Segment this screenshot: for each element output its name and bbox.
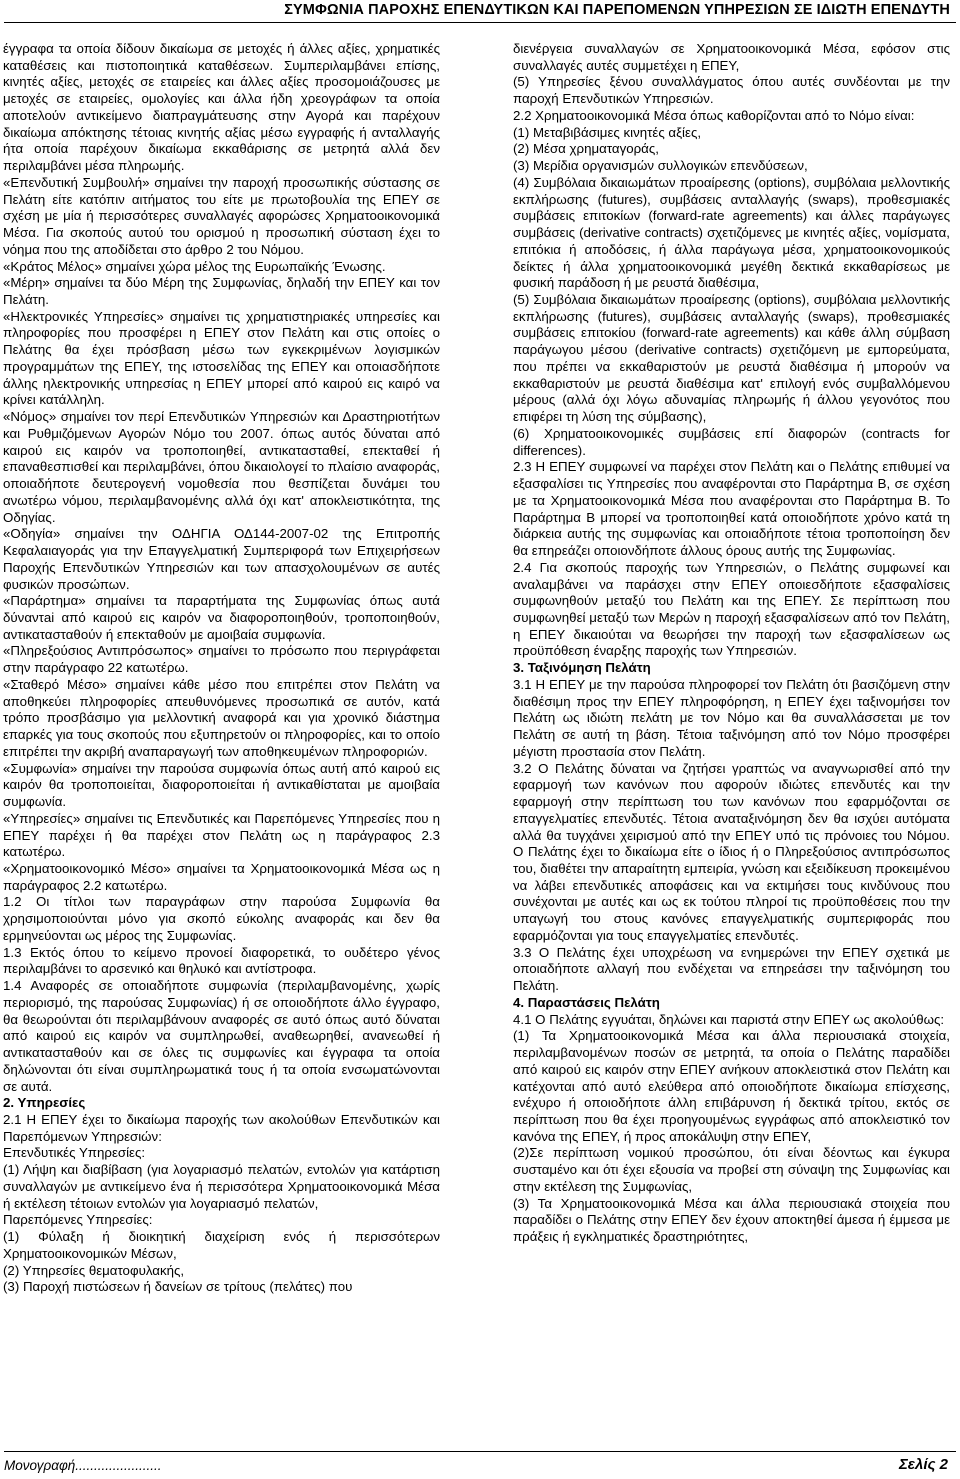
paragraph: (3) Παροχή πιστώσεων ή δανείων σε τρίτους (πελάτες) που bbox=[3, 1279, 353, 1295]
paragraph: «Σταθερό Μέσο» σημαίνει κάθε μέσο που επιτρέπει στον Πελάτη να αποθηκεύει πληροφορίες απευθυνόμενες προσωπικά σε αυτόν, κατά τρόπο προσβάσιμο για μελλοντική αναφορά και για χρονικό διάστημα επαρκές για τους σκοπούς που εξυπηρετούν οι πληροφορίες, και το οποίο επιτρέπει την ακριβή αναπαραγωγή των αποθηκευμένων πληροφοριών. bbox=[3, 676, 440, 759]
paragraph: 2.2 Χρηματοοικονομικά Μέσα όπως καθορίζονται από το Νόμο είναι: bbox=[513, 107, 915, 123]
paragraph: (6) Χρηματοοικονομικές συμβάσεις επί διαφορών (contracts for differences). bbox=[513, 425, 950, 458]
paragraph: «Συμφωνία» σημαίνει την παρούσα συμφωνία όπως αυτή από καιρού εις καιρόν θα τροποποιείται, διαφοροποιείται ή αντικαθίσταται με αμοιβαία συμφωνία. bbox=[3, 760, 440, 810]
paragraph: 3.3 Ο Πελάτης έχει υποχρέωση να ενημερώνει την ΕΠΕΥ σχετικά με οποιαδήποτε αλλαγή που ενδέχεται να επηρεάσει την ταξινόμηση του Πελάτη. bbox=[513, 944, 950, 994]
initials-line: Μονογραφή....................... bbox=[4, 1458, 162, 1473]
paragraph: (5) Συμβόλαια δικαιωμάτων προαίρεσης (options), συμβόλαια μελλοντικής εκπλήρωσης (futures), συμβάσεις ανταλλαγής (swaps), προθεσμιακές συμβάσεις επιτοκίου (forward-rate agreements) και κάθε άλλη σύμβαση παράγωγου μέσου (derivative contracts) σχετιζόμενη με εμπορεύματα, που πρέπει να εκκαθαριστούν με ρευστά διαθέσιμα ή μπορούν να εκκαθαριστούν με ρευστά διαθέσιμα κατ' επιλογή ενός συμβαλλόμενου μέρους (αλλά όχι λόγω αδυναμίας πληρωμής ή άλλου γεγονότος που επιφέρει τη λύση της σύμβασης), bbox=[513, 292, 950, 425]
paragraph: «Πληρεξούσιος Αντιπρόσωπος» σημαίνει το πρόσωπο που περιγράφεται στην παράγραφο 22 κατωτέρω. bbox=[3, 643, 440, 676]
paragraph: 2.3 Η ΕΠΕΥ συμφωνεί να παρέχει στον Πελάτη και ο Πελάτης επιθυμεί να εξασφαλίσει τις Υπηρεσίες που αναφέρονται στο Παράρτημα Β, σε σχέση με τα Χρηματοοικονομικά Μέσα που αναφέρονται στο Παράρτημα Β. Το Παράρτημα Β μπορεί να τροποποιηθεί κατά οποιοδήποτε χρόνο κατά τη διάρκεια αυτής της συμφωνίας και οποιαδήποτε τέτοια τροποποίηση δεν θα επηρεάζει οποιονδήποτε άλλους όρους αυτής της Συμφωνίας. bbox=[513, 459, 950, 559]
paragraph: (1) Μεταβιβάσιμες κινητές αξίες, bbox=[513, 124, 702, 140]
paragraph: «Ηλεκτρονικές Υπηρεσίες» σημαίνει τις χρηματιστηριακές υπηρεσίες και πληροφορίες που προσφέρει η ΕΠΕΥ στον Πελάτη και στις οποίες ο Πελάτης θα έχει πρόσβαση μέσω των εγκεκριμένων λογισμικών προγραμμάτων της ΕΠΕΥ, της ιστοσελίδας της ΕΠΕΥ και οποιασδήποτε άλλης ηλεκτρονικής υπηρεσίας η ΕΠΕΥ μπορεί από καιρού εις καιρό να κρίνει κατάλληλη. bbox=[3, 308, 440, 408]
paragraph: (3) Τα Χρηματοοικονομικά Μέσα και άλλα περιουσιακά στοιχεία που παραδίδει ο Πελάτης στην ΕΠΕΥ δεν έχουν αποκτηθεί άμεσα ή έμμεσα με πράξεις ή εγκληματικές δραστηριότητες, bbox=[513, 1195, 950, 1245]
footer-divider bbox=[4, 1451, 956, 1452]
paragraph: 2.4 Για σκοπούς παροχής των Υπηρεσιών, ο Πελάτης συμφωνεί και αναλαμβάνει να παράσχει στην ΕΠΕΥ οποιεσδήποτε εξασφαλίσεις συμφωνηθούν μεταξύ του Πελάτη και της ΕΠΕΥ. Σε περίπτωση που συμφωνηθεί μεταξύ των Μερών η παροχή εξασφαλίσεων από τον Πελάτη, η ΕΠΕΥ δικαιούται να θεωρήσει την παροχή των εξασφαλίσεων ως προϋπόθεση έναρξης παροχής των Υπηρεσιών. bbox=[513, 559, 950, 659]
paragraph: 4.1 Ο Πελάτης εγγυάται, δηλώνει και παριστά στην ΕΠΕΥ ως ακολούθως: bbox=[513, 1011, 945, 1027]
paragraph: «Παράρτημα» σημαίνει τα παραρτήματα της Συμφωνίας όπως αυτά δύναντai από καιρού εις καιρόν να διαφοροποιηθούν, τροποποιηθούν, αντικατασταθούν ή επεκταθούν με αμοιβαία συμφωνία. bbox=[3, 593, 440, 642]
header-divider bbox=[4, 22, 956, 23]
right-column bbox=[513, 41, 950, 1246]
paragraph: «Επενδυτική Συμβουλή» σημαίνει την παροχή προσωπικής σύστασης σε Πελάτη είτε κατόπιν αιτήματος του είτε με πρωτοβουλία της ΕΠΕΥ σε σχέση με μία ή περισσότερες συναλλαγές αφορώσες Χρηματοοικονομικά Μέσα. Για σκοπούς αυτού του ορισμού η προσωπική σύσταση έχει το νόημα που της αποδίδεται στο άρθρο 2 του Νόμου. bbox=[3, 174, 440, 257]
document-title: ΣΥΜΦΩΝΙΑ ΠΑΡΟΧΗΣ ΕΠΕΝΔΥΤΙΚΩΝ ΚΑΙ ΠΑΡΕΠΟΜΕΝΩΝ ΥΠΗΡΕΣΙΩΝ ΣΕ ΙΔΙΩΤΗ ΕΠΕΝΔΥΤΗ bbox=[284, 2, 950, 18]
paragraph: (5) Υπηρεσίες ξένου συναλλάγματος όπου αυτές συνδέονται με την παροχή Επενδυτικών Υπηρεσιών. bbox=[513, 74, 950, 107]
paragraph: διενέργεια συναλλαγών σε Χρηματοοικονομικά Μέσα, εφόσον στις συναλλαγές αυτές συμμετέχει η ΕΠΕΥ, bbox=[513, 41, 950, 73]
left-column bbox=[3, 41, 440, 1296]
paragraph: 3.2 Ο Πελάτης δύναται να ζητήσει γραπτώς να αναγνωρισθεί από την εφαρμογή των κανόνων που αφορούν ιδιώτες επενδυτές και την εφαρμογή στην περίπτωση του των κανόνων που εφαρμόζονται σε επαγγελματίες επενδυτές. Τέτοια αναταξινόμηση δεν θα ισχύει αυτόματα αλλά θα τυγχάνει χειρισμού από την ΕΠΕΥ υπό τις πρόνοιες του Νόμου. Ο Πελάτης έχει το δικαίωμα είτε ο ίδιος ή ο Πληρεξούσιος αντιπρόσωπος του, διαθέτει την απαραίτητη εμπειρία, γνώση και εξειδίκευση προκειμένου να λάβει επενδυτικές αποφάσεις και να εκτιμήσει τους κινδύνους που συνέχονται με αυτές και ως εκ τούτου πληροί τις προϋποθέσεις που την υπαγωγή του στους κανόνες επαγγελματικής συμπεριφοράς που εφαρμόζονται για τους επαγγελματίες επενδυτές. bbox=[513, 760, 950, 943]
paragraph: (2) Μέσα χρηματαγοράς, bbox=[513, 141, 659, 157]
paragraph: (4) Συμβόλαια δικαιωμάτων προαίρεσης (options), συμβόλαια μελλοντικής εκπλήρωσης (futures), συμβάσεις ανταλλαγής (swaps), προθεσμιακές συμβάσεις επιτοκίων (forward-rate agreements) και άλλες παράγωγες συμβάσεις (derivative contracts) σχετιζόμενες με κινητές αξίες, νομίσματα, επιτόκια ή αποδόσεις, ή άλλα παράγωγα μέσα, χρηματοοικονομικούς δείκτες ή άλλα χρηματοοικονομικά μεγέθη δεκτικά εκκαθαρίσεως με φυσική παράδοση ή με ρευστά διαθέσιμα, bbox=[513, 174, 950, 291]
paragraph: 1.4 Αναφορές σε οποιαδήποτε συμφωνία (περιλαμβανομένης, χωρίς περιορισμό, της παρούσας Συμφωνίας) ή σε οποιοδήποτε άλλο έγγραφο, θα θεωρούνται ότι περιλαμβάνουν αναφορές σε αυτό όπως αυτό δύναται από καιρού εις καιρόν να συμπληρωθεί, αναθεωρηθεί, ανανεωθεί ή αντικατασταθούν και σε όλες τις συμφωνίες και έγγραφα τα οποία δηλώνονται ότι είναι συμπληρωματικά τους ή τα οποία ενσωματώνονται σε αυτά. bbox=[3, 978, 440, 1094]
paragraph: (3) Μερίδια οργανισμών συλλογικών επενδύσεων, bbox=[513, 158, 808, 174]
paragraph: έγγραφα τα οποία δίδουν δικαίωμα σε μετοχές ή άλλες αξίες, χρηματικές καταθέσεις και πιστοποιητικά καταθέσεων. Συμπεριλαμβάνει επίσης, κινητές αξίες, μετοχές σε εταιρείες και άλλες αξίες προσομοιάζουσες με μετοχές σε εταιρείες, ομολογίες και άλλα ήδη χρεογράφων τα οποία αποτελούν αντικείμενο διαπραγμάτευσης στην Αγορά και παρέχουν δικαίωμα απόκτησης τέτοιας κινητής αξίας μέσω εγγραφής ή ανταλλαγής ήτα οποία παρέχουν δικαίωμα εκκαθάρισης σε μετρητά αλλά δεν περιλαμβάνει μέσα πληρωμής. bbox=[3, 41, 440, 174]
section-heading: 2. Υπηρεσίες bbox=[3, 1095, 86, 1111]
paragraph: (1) Τα Χρηματοοικονομικά Μέσα και άλλα περιουσιακά στοιχεία, περιλαμβανομένων ποσών σε μετρητά, τα οποία ο Πελάτης παραδίδει από καιρού εις καιρόν στην ΕΠΕΥ ανήκουν αποκλειστικά στον Πελάτη και κατέχονται από αυτό ελεύθερα από οποιοδήποτε δικαίωμα επίσχεσης, ενέχυρο ή οποιοδήποτε άλλη επιβάρυνση ή δεκτικά τρίτου, εκτός σε περίπτωση που θα έχει προηγουμένως εγγράφως από αποκλειστικό τον κανόνα της ΕΠΕΥ, ή προς αποκάλυψη στην ΕΠΕΥ, bbox=[513, 1028, 950, 1144]
section-heading: 3. Ταξινόμηση Πελάτη bbox=[513, 660, 651, 676]
paragraph: «Χρηματοοικονομικό Μέσο» σημαίνει τα Χρηματοοικονομικά Μέσα ως η παράγραφος 2.2 κατωτέρω. bbox=[3, 860, 440, 893]
page-header bbox=[0, 0, 960, 22]
paragraph: Παρεπόμενες Υπηρεσίες: bbox=[3, 1212, 153, 1228]
paragraph: (1) Φύλαξη ή διοικητική διαχείριση ενός ή περισσότερων Χρηματοοικονομικών Μέσων, bbox=[3, 1229, 440, 1261]
page-number: Σελίς 2 bbox=[898, 1456, 948, 1473]
paragraph: 1.3 Εκτός όπου το κείμενο προνοεί διαφορετικά, το ουδέτερο γένος περιλαμβάνει το αρσενικό και θηλυκό και αντίστροφα. bbox=[3, 944, 440, 977]
paragraph: «Νόμος» σημαίνει τον περί Επενδυτικών Υπηρεσιών και Δραστηριοτήτων και Ρυθμιζόμενων Αγορών Νόμο του 2007. όπως αυτός δύναται από καιρού εις καιρόν να τροποποιηθεί, αντικατασταθεί, επεκταθεί ή επαναθεσπισθεί και περιλαμβάνει, όπου δικαιολογεί το πλαίσιο αναφοράς, οποιαδήποτε δευτερογενή νομοθεσία που θεσπίζεται δυνάμει του ανωτέρω νόμου, περιλαμβανομένης αλλά όχι κατ' αποκλειστικότητα, της Οδηγίας. bbox=[3, 409, 440, 525]
paragraph: 2.1 Η ΕΠΕΥ έχει το δικαίωμα παροχής των ακολούθων Επενδυτικών και Παρεπόμενων Υπηρεσιών: bbox=[3, 1112, 440, 1144]
paragraph: «Οδηγία» σημαίνει την ΟΔΗΓΙΑ ΟΔ144-2007-02 της Επιτροπής Κεφαλαιαγοράς για την Επαγγελματική Συμπεριφορά των Επιχειρήσεων Παροχής Επενδυτικών Υπηρεσιών και των απασχολουμένων σε αυτές φυσικών προσώπων. bbox=[3, 526, 440, 592]
paragraph: 3.1 Η ΕΠΕΥ με την παρούσα πληροφορεί τον Πελάτη ότι βασιζόμενη στην διαθέσιμη προς την ΕΠΕΥ πληροφόρηση, η ΕΠΕΥ έχει ταξινομήσει τον Πελάτη ως ιδιώτη πελάτη με τον Νόμο και θα συναλλάσσεται με τον Πελάτη σε αυτή τη βάση. Τέτοια ταξινόμηση από τον Νόμο προσφέρει μέγιστη προστασία στον Πελάτη. bbox=[513, 676, 950, 759]
paragraph: (1) Λήψη και διαβίβαση (για λογαριασμό πελατών, εντολών για κατάρτιση συναλλαγών με αντικείμενο ένα ή περισσότερα Χρηματοοικονομικά Μέσα ή εκτέλεση τέτοιων εντολών για λογαριασμό πελατών, bbox=[3, 1162, 440, 1211]
paragraph: «Υπηρεσίες» σημαίνει τις Επενδυτικές και Παρεπόμενες Υπηρεσίες που η ΕΠΕΥ παρέχει ή θα παρέχει στον Πελάτη ως η παράγραφος 2.3 κατωτέρω. bbox=[3, 810, 440, 860]
paragraph: (2) Υπηρεσίες θεματοφυλακής, bbox=[3, 1262, 185, 1278]
section-heading: 4. Παραστάσεις Πελάτη bbox=[513, 994, 660, 1010]
paragraph: «Μέρη» σημαίνει τα δύο Μέρη της Συμφωνίας, δηλαδή την ΕΠΕΥ και τον Πελάτη. bbox=[3, 275, 440, 308]
paragraph: 1.2 Οι τίτλοι των παραγράφων στην παρούσα Συμφωνία θα χρησιμοποιούνται μόνο για σκοπό εύκολης αναφοράς και δεν θα ερμηνεύονται ως μέρος της Συμφωνίας. bbox=[3, 894, 440, 943]
paragraph: «Κράτος Μέλος» σημαίνει χώρα μέλος της Ευρωπαϊκής Ένωσης. bbox=[3, 258, 386, 274]
paragraph: (2)Σε περίπτωση νομικού προσώπου, ότι είναι δέοντως και έγκυρα συσταμένο και ότι έχει εξουσία να προβεί στη σύναψη της Συμφωνίας και στην εκτέλεση της Συμφωνίας, bbox=[513, 1145, 950, 1194]
paragraph: Επενδυτικές Υπηρεσίες: bbox=[3, 1145, 146, 1161]
